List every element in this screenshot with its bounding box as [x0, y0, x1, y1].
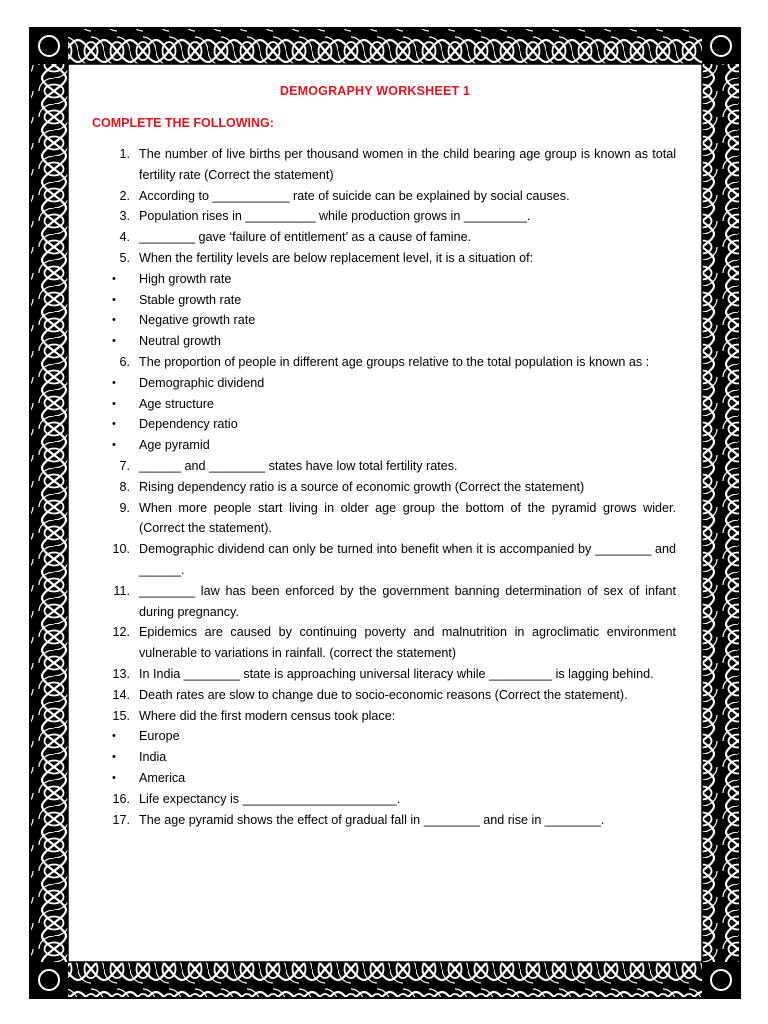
bullet-marker: • — [112, 272, 116, 285]
question-item — [92, 539, 676, 581]
option-item — [92, 269, 676, 290]
option-item — [92, 331, 676, 352]
worksheet-content — [92, 84, 676, 830]
question-number: 4. — [119, 230, 130, 245]
question-item — [92, 477, 676, 498]
question-number: 6. — [119, 354, 130, 369]
question-number: 1. — [119, 147, 130, 161]
option-item — [92, 394, 676, 415]
option-text: Stable growth rate — [139, 292, 242, 307]
bullet-marker: • — [112, 293, 116, 306]
question-text: Demographic dividend can only be turned into benefit when it is accompanied by ________ and ______. — [139, 542, 676, 577]
bullet-marker: • — [112, 335, 116, 348]
question-number: 3. — [119, 209, 130, 224]
bullet-marker: • — [112, 771, 116, 784]
option-text: Europe — [139, 729, 180, 744]
question-number: 17. — [112, 812, 130, 827]
bullet-marker: • — [112, 314, 116, 327]
bullet-marker: • — [112, 376, 116, 389]
question-item — [92, 810, 676, 831]
question-item — [92, 622, 676, 664]
question-item — [92, 706, 676, 727]
question-item — [92, 498, 676, 540]
question-item — [92, 186, 676, 207]
option-item — [92, 373, 676, 394]
question-number: 12. — [112, 625, 130, 640]
question-text: Life expectancy is ______________________. — [139, 791, 401, 806]
option-text: Dependency ratio — [139, 417, 238, 432]
question-item — [92, 789, 676, 810]
option-item — [92, 726, 676, 747]
section-heading: COMPLETE THE FOLLOWING: — [92, 116, 274, 130]
question-number: 13. — [112, 666, 130, 681]
option-item — [92, 768, 676, 789]
option-text: Age structure — [139, 396, 214, 411]
bullet-marker: • — [112, 730, 116, 743]
bullet-marker: • — [112, 439, 116, 452]
question-number: 8. — [119, 479, 130, 494]
option-item — [92, 435, 676, 456]
question-text: Epidemics are caused by continuing poverty and malnutrition in agroclimatic environment vulnerable to variations in rainfall. (correct the statement) — [139, 625, 676, 661]
option-text: America — [139, 770, 186, 785]
question-number: 2. — [119, 188, 130, 203]
question-number: 11. — [113, 583, 130, 598]
option-text: Age pyramid — [139, 438, 210, 453]
option-text: High growth rate — [139, 271, 232, 286]
question-item — [92, 227, 676, 248]
option-item — [92, 290, 676, 311]
question-item — [92, 352, 676, 373]
option-item — [92, 414, 676, 435]
question-item — [92, 581, 676, 623]
option-text: Neutral growth — [139, 334, 221, 349]
question-text: According to ___________ rate of suicide can be explained by social causes. — [139, 188, 570, 203]
bullet-marker: • — [112, 397, 116, 410]
option-text: India — [139, 750, 167, 765]
question-number: 10. — [112, 542, 130, 557]
question-item — [92, 248, 676, 269]
question-text: ________ gave ‘failure of entitlement’ as a cause of famine. — [139, 230, 472, 245]
question-item — [92, 206, 676, 227]
question-item — [92, 664, 676, 685]
question-list — [92, 144, 676, 830]
question-text: The age pyramid shows the effect of gradual fall in ________ and rise in ________. — [139, 812, 605, 827]
option-text: Demographic dividend — [139, 375, 265, 390]
question-number: 14. — [112, 687, 130, 702]
question-text: When the fertility levels are below replacement level, it is a situation of: — [139, 250, 534, 265]
question-text: Where did the first modern census took place: — [139, 708, 396, 723]
question-number: 5. — [119, 250, 130, 265]
question-number: 15. — [112, 708, 130, 723]
question-text: ________ law has been enforced by the government banning determination of sex of infant during pregnancy. — [139, 583, 676, 619]
bullet-marker: • — [112, 751, 116, 764]
question-text: Population rises in __________ while production grows in _________. — [139, 209, 531, 224]
page-title: DEMOGRAPHY WORKSHEET 1 — [279, 84, 471, 98]
question-number: 7. — [119, 458, 130, 473]
question-text: In India ________ state is approaching universal literacy while _________ is lagging behind. — [139, 666, 654, 681]
question-text: When more people start living in older age group the bottom of the pyramid grows wider. (Correct the statement). — [139, 500, 676, 536]
question-item — [92, 144, 676, 186]
option-item — [92, 310, 676, 331]
question-text: Rising dependency ratio is a source of economic growth (Correct the statement) — [139, 479, 585, 494]
question-number: 9. — [119, 500, 130, 515]
option-text: Negative growth rate — [139, 313, 256, 328]
bullet-marker: • — [112, 418, 116, 431]
option-item — [92, 747, 676, 768]
question-text: ______ and ________ states have low total fertility rates. — [139, 458, 458, 473]
question-item — [92, 456, 676, 477]
question-text: The number of live births per thousand women in the child bearing age group is known as total fertility rate (Correct the statement) — [139, 147, 676, 182]
question-item — [92, 685, 676, 706]
question-text: Death rates are slow to change due to socio-economic reasons (Correct the statement). — [139, 687, 628, 702]
question-text: The proportion of people in different age groups relative to the total population is known as : — [139, 354, 650, 369]
question-number: 16. — [112, 791, 130, 806]
